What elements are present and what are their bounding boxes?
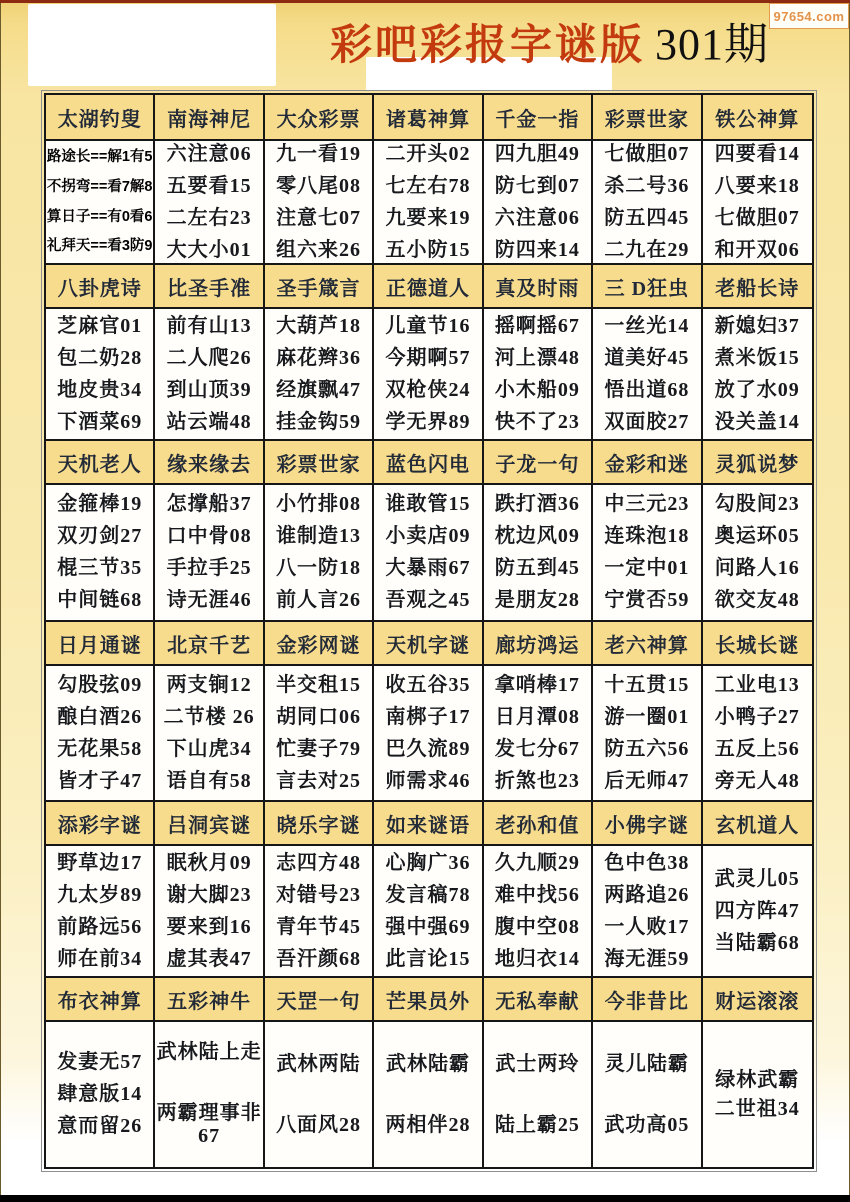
- column-header: 财运滚滚: [703, 978, 812, 1022]
- puzzle-cell: [703, 485, 812, 622]
- puzzle-line: 此言论15: [385, 947, 471, 970]
- puzzle-line: 旁无人48: [714, 769, 800, 792]
- puzzle-line: 诗无涯46: [166, 589, 252, 611]
- column-header: 真及时雨: [484, 265, 593, 309]
- puzzle-line: 站云端48: [166, 410, 252, 433]
- puzzle-line: 师需求46: [385, 769, 471, 792]
- issue-number: 301期: [655, 20, 770, 69]
- puzzle-cell: [484, 485, 593, 622]
- puzzle-cell: [703, 1022, 812, 1167]
- watermark-text: 97654.com: [773, 8, 845, 24]
- puzzle-line: 小竹排08: [276, 493, 362, 515]
- puzzle-line: 眠秋月09: [166, 851, 252, 874]
- column-header: 今非昔比: [593, 978, 702, 1022]
- puzzle-cell: [703, 309, 812, 441]
- puzzle-line: 要来到16: [166, 915, 252, 938]
- column-header: 蓝色闪电: [374, 441, 483, 485]
- puzzle-line: 二左右23: [166, 206, 252, 229]
- puzzle-line: 九太岁89: [57, 883, 143, 906]
- puzzle-line: 巴久流89: [385, 737, 471, 760]
- puzzle-cell: [593, 846, 702, 978]
- puzzle-line: 不拐弯==看7解8: [46, 178, 153, 195]
- puzzle-line: 下酒菜69: [57, 410, 143, 433]
- puzzle-line: 小卖店09: [385, 525, 471, 547]
- puzzle-cell: [703, 141, 812, 265]
- puzzle-line: 防五到45: [494, 557, 580, 579]
- puzzle-line: 武林陆上走: [156, 1041, 262, 1063]
- puzzle-line: 谁敢管15: [385, 493, 471, 515]
- column-header: 老六神算: [593, 622, 702, 666]
- puzzle-line: 路途长==解1有5: [46, 149, 153, 166]
- puzzle-line: 一定中01: [604, 557, 690, 579]
- column-header: 圣手箴言: [265, 265, 374, 309]
- puzzle-line: 经旗飘47: [276, 378, 362, 401]
- column-header: 太湖钓叟: [46, 95, 155, 141]
- puzzle-line: 二九在29: [604, 238, 690, 261]
- puzzle-cell: [374, 141, 483, 265]
- puzzle-line: 悟出道68: [604, 378, 690, 401]
- puzzle-line: 二开头02: [385, 142, 471, 165]
- puzzle-line: 无花果58: [57, 737, 143, 760]
- puzzle-line: 煮米饭15: [714, 346, 800, 369]
- puzzle-line: 摇啊摇67: [494, 314, 580, 337]
- puzzle-cell: [46, 141, 155, 265]
- puzzle-cell: [593, 485, 702, 622]
- puzzle-line: 四要看14: [714, 142, 800, 165]
- puzzle-line: 七左右78: [385, 174, 471, 197]
- puzzle-cell: [593, 141, 702, 265]
- puzzle-line: 问路人16: [714, 557, 800, 579]
- column-header: 三 D狂虫: [593, 265, 702, 309]
- puzzle-line: 拿哨棒17: [494, 673, 580, 696]
- puzzle-line: 五小防15: [385, 238, 471, 261]
- puzzle-cell: [593, 309, 702, 441]
- puzzle-line: 半交租15: [276, 673, 362, 696]
- puzzle-line: 口中骨08: [166, 525, 252, 547]
- column-header: 比圣手准: [155, 265, 264, 309]
- puzzle-line: 大葫芦18: [276, 314, 362, 337]
- bottom-border-strip: [0, 1195, 850, 1202]
- puzzle-line: 八面风28: [276, 1113, 362, 1136]
- puzzle-line: 南梆子17: [385, 705, 471, 728]
- column-header: 添彩字谜: [46, 802, 155, 846]
- puzzle-line: 工业电13: [714, 673, 800, 696]
- column-header: 金彩和迷: [593, 441, 702, 485]
- puzzle-cell: [374, 485, 483, 622]
- puzzle-line: 大暴雨67: [385, 557, 471, 579]
- puzzle-cell: [265, 846, 374, 978]
- puzzle-cell: [703, 846, 812, 978]
- top-border-line: [0, 0, 850, 3]
- puzzle-line: 肆意版14: [57, 1083, 143, 1105]
- puzzle-cell: [46, 666, 155, 802]
- puzzle-line: 奥运环05: [714, 525, 800, 547]
- puzzle-line: 九要来19: [385, 206, 471, 229]
- puzzle-line: 中间链68: [57, 589, 143, 611]
- puzzle-line: 和开双06: [714, 238, 800, 261]
- puzzle-line: 心胸广36: [385, 851, 471, 874]
- column-header: 晓乐字谜: [265, 802, 374, 846]
- column-header: 彩票世家: [265, 441, 374, 485]
- puzzle-line: 零八尾08: [276, 174, 362, 197]
- puzzle-cell: [374, 309, 483, 441]
- puzzle-cell: [265, 141, 374, 265]
- puzzle-line: 小鸭子27: [714, 705, 800, 728]
- puzzle-line: 组六来26: [276, 238, 362, 261]
- column-header: 大众彩票: [265, 95, 374, 141]
- puzzle-line: 胡同口06: [276, 705, 362, 728]
- puzzle-line: 腹中空08: [494, 915, 580, 938]
- puzzle-line: 儿童节16: [385, 314, 471, 337]
- puzzle-line: 芝麻官01: [57, 314, 143, 337]
- puzzle-line: 游一圈01: [604, 705, 690, 728]
- puzzle-cell: [155, 666, 264, 802]
- puzzle-line: 一丝光14: [604, 314, 690, 337]
- column-header: 灵狐说梦: [703, 441, 812, 485]
- column-header: 天罡一句: [265, 978, 374, 1022]
- puzzle-line: 皆才子47: [57, 769, 143, 792]
- puzzle-cell: [265, 485, 374, 622]
- puzzle-line: 大大小01: [166, 238, 252, 261]
- page-title-text: 彩吧彩报字谜版: [330, 21, 646, 68]
- puzzle-line: 五要看15: [166, 174, 252, 197]
- puzzle-cell: [593, 1022, 702, 1167]
- puzzle-line: 二人爬26: [166, 346, 252, 369]
- puzzle-line: 发妻无57: [57, 1051, 143, 1073]
- puzzle-line: 对错号23: [276, 883, 362, 906]
- column-header: 天机字谜: [374, 622, 483, 666]
- puzzle-line: 勾股弦09: [57, 673, 143, 696]
- puzzle-line: 杀二号36: [604, 174, 690, 197]
- column-header: 南海神尼: [155, 95, 264, 141]
- puzzle-line: 两相伴28: [385, 1113, 471, 1136]
- puzzle-line: 九一看19: [276, 142, 362, 165]
- puzzle-line: 防七到07: [494, 174, 580, 197]
- puzzle-line: 语自有58: [166, 769, 252, 792]
- puzzle-line: 河上漂48: [494, 346, 580, 369]
- watermark-badge: [769, 3, 849, 29]
- puzzle-line: 十五贯15: [604, 673, 690, 696]
- puzzle-line: 欲交友48: [714, 589, 800, 611]
- column-header: 彩票世家: [593, 95, 702, 141]
- column-header: 老船长诗: [703, 265, 812, 309]
- puzzle-line: 色中色38: [604, 851, 690, 874]
- puzzle-line: 前人言26: [276, 589, 362, 611]
- puzzle-line: 武士两玲: [495, 1052, 580, 1075]
- puzzle-line: 前路远56: [57, 915, 143, 938]
- column-header: 八卦虎诗: [46, 265, 155, 309]
- puzzle-line: 今期啊57: [385, 346, 471, 369]
- column-header: 布衣神算: [46, 978, 155, 1022]
- puzzle-line: 两霸理事非67: [156, 1102, 262, 1147]
- puzzle-line: 新媳妇37: [714, 314, 800, 337]
- puzzle-line: 算日子==有0看6: [46, 208, 153, 225]
- puzzle-cell: [265, 666, 374, 802]
- puzzle-line: 学无界89: [385, 410, 471, 433]
- puzzle-line: 包二奶28: [57, 346, 143, 369]
- puzzle-line: 绿林武霸二世祖34: [714, 1068, 800, 1120]
- puzzle-line: 八要来18: [714, 174, 800, 197]
- puzzle-line: 武灵儿05: [714, 867, 800, 890]
- page-title: [330, 8, 769, 72]
- puzzle-line: 发七分67: [494, 737, 580, 760]
- puzzle-line: 吾观之45: [385, 589, 471, 611]
- puzzle-line: 快不了23: [494, 410, 580, 433]
- puzzle-line: 棍三节35: [57, 557, 143, 579]
- puzzle-cell: [484, 309, 593, 441]
- column-header: 子龙一句: [484, 441, 593, 485]
- puzzle-cell: [703, 666, 812, 802]
- puzzle-line: 强中强69: [385, 915, 471, 938]
- puzzle-line: 四九胆49: [494, 142, 580, 165]
- puzzle-line: 金箍棒19: [57, 493, 143, 515]
- puzzle-line: 海无涯59: [604, 947, 690, 970]
- puzzle-line: 师在前34: [57, 947, 143, 970]
- puzzle-line: 武林陆霸: [385, 1052, 470, 1075]
- puzzle-line: 下山虎34: [166, 737, 252, 760]
- puzzle-line: 麻花辫36: [276, 346, 362, 369]
- puzzle-cell: [265, 1022, 374, 1167]
- puzzle-cell: [46, 846, 155, 978]
- column-header: 芒果员外: [374, 978, 483, 1022]
- puzzle-line: 四方阵47: [714, 899, 800, 922]
- column-header: 北京千艺: [155, 622, 264, 666]
- puzzle-cell: [155, 1022, 264, 1167]
- puzzle-line: 灵儿陆霸: [604, 1052, 689, 1075]
- puzzle-cell: [374, 666, 483, 802]
- puzzle-cell: [46, 485, 155, 622]
- puzzle-line: 五反上56: [714, 737, 800, 760]
- puzzle-line: 六注意06: [494, 206, 580, 229]
- puzzle-line: 七做胆07: [604, 142, 690, 165]
- column-header: 天机老人: [46, 441, 155, 485]
- column-header: 缘来缘去: [155, 441, 264, 485]
- puzzle-line: 武功高05: [604, 1113, 690, 1136]
- column-header: 老孙和值: [484, 802, 593, 846]
- puzzle-line: 当陆霸68: [714, 931, 800, 954]
- puzzle-line: 言去对25: [276, 769, 362, 792]
- column-header: 如来谜语: [374, 802, 483, 846]
- puzzle-line: 宁赏否59: [604, 589, 690, 611]
- puzzle-line: 日月潭08: [494, 705, 580, 728]
- puzzle-line: 收五谷35: [385, 673, 471, 696]
- column-header: 日月通谜: [46, 622, 155, 666]
- puzzle-line: 到山顶39: [166, 378, 252, 401]
- puzzle-cell: [374, 846, 483, 978]
- puzzle-line: 连珠泡18: [604, 525, 690, 547]
- puzzle-cell: [484, 666, 593, 802]
- puzzle-cell: [46, 309, 155, 441]
- puzzle-line: 地皮贵34: [57, 378, 143, 401]
- puzzle-line: 双枪侠24: [385, 378, 471, 401]
- puzzle-line: 地归衣14: [494, 947, 580, 970]
- puzzle-line: 难中找56: [494, 883, 580, 906]
- puzzle-line: 发言稿78: [385, 883, 471, 906]
- puzzle-line: 谁制造13: [276, 525, 362, 547]
- puzzle-line: 忙妻子79: [276, 737, 362, 760]
- puzzle-cell: [155, 485, 264, 622]
- puzzle-line: 七做胆07: [714, 206, 800, 229]
- column-header: 五彩神牛: [155, 978, 264, 1022]
- puzzle-line: 没关盖14: [714, 410, 800, 433]
- puzzle-line: 怎撑船37: [166, 493, 252, 515]
- column-header: 千金一指: [484, 95, 593, 141]
- puzzle-cell: [374, 1022, 483, 1167]
- puzzle-line: 武林两陆: [276, 1052, 361, 1075]
- puzzle-cell: [484, 1022, 593, 1167]
- puzzle-line: 防四来14: [494, 238, 580, 261]
- puzzle-cell: [484, 141, 593, 265]
- puzzle-line: 陆上霸25: [494, 1113, 580, 1136]
- puzzle-line: 酿白酒26: [57, 705, 143, 728]
- puzzle-cell: [46, 1022, 155, 1167]
- puzzle-line: 中三元23: [604, 493, 690, 515]
- puzzle-cell: [155, 846, 264, 978]
- column-header: 长城长谜: [703, 622, 812, 666]
- puzzle-line: 手拉手25: [166, 557, 252, 579]
- puzzle-line: 志四方48: [276, 851, 362, 874]
- puzzle-line: 道美好45: [604, 346, 690, 369]
- puzzle-line: 跌打酒36: [494, 493, 580, 515]
- puzzle-cell: [155, 141, 264, 265]
- puzzle-cell: [484, 846, 593, 978]
- puzzle-line: 勾股间23: [714, 493, 800, 515]
- puzzle-line: 一人败17: [604, 915, 690, 938]
- puzzle-cell: [155, 309, 264, 441]
- puzzle-line: 两路追26: [604, 883, 690, 906]
- puzzle-line: 注意七07: [276, 206, 362, 229]
- blanked-area-top-left: [28, 4, 276, 86]
- column-header: 吕洞宾谜: [155, 802, 264, 846]
- puzzle-line: 双面胶27: [604, 410, 690, 433]
- puzzle-line: 折煞也23: [494, 769, 580, 792]
- puzzle-line: 意而留26: [57, 1115, 143, 1137]
- puzzle-line: 吾汗颜68: [276, 947, 362, 970]
- puzzle-line: 放了水09: [714, 378, 800, 401]
- puzzle-line: 小木船09: [494, 378, 580, 401]
- puzzle-line: 八一防18: [276, 557, 362, 579]
- puzzle-line: 是朋友28: [494, 589, 580, 611]
- column-header: 金彩网谜: [265, 622, 374, 666]
- puzzle-line: 挂金钩59: [276, 410, 362, 433]
- puzzle-line: 双刃剑27: [57, 525, 143, 547]
- puzzle-cell: [265, 309, 374, 441]
- puzzle-line: 六注意06: [166, 142, 252, 165]
- column-header: 玄机道人: [703, 802, 812, 846]
- column-header: 无私奉献: [484, 978, 593, 1022]
- column-header: 诸葛神算: [374, 95, 483, 141]
- puzzle-line: 久九顺29: [494, 851, 580, 874]
- puzzle-line: 青年节45: [276, 915, 362, 938]
- puzzle-cell: [593, 666, 702, 802]
- puzzle-line: 谢大脚23: [166, 883, 252, 906]
- puzzle-line: 前有山13: [166, 314, 252, 337]
- puzzle-line: 防五六56: [604, 737, 690, 760]
- puzzle-line: 礼拜天==看3防9: [46, 238, 153, 255]
- puzzle-line: 二节楼 26: [163, 705, 255, 728]
- puzzle-line: 野草边17: [57, 851, 143, 874]
- puzzle-line: 虚其表47: [166, 947, 252, 970]
- lottery-table: [44, 93, 814, 1169]
- puzzle-line: 两支锏12: [166, 673, 252, 696]
- column-header: 廊坊鸿运: [484, 622, 593, 666]
- column-header: 正德道人: [374, 265, 483, 309]
- puzzle-line: 防五四45: [604, 206, 690, 229]
- column-header: 铁公神算: [703, 95, 812, 141]
- puzzle-line: 枕边风09: [494, 525, 580, 547]
- puzzle-line: 后无师47: [604, 769, 690, 792]
- column-header: 小佛字谜: [593, 802, 702, 846]
